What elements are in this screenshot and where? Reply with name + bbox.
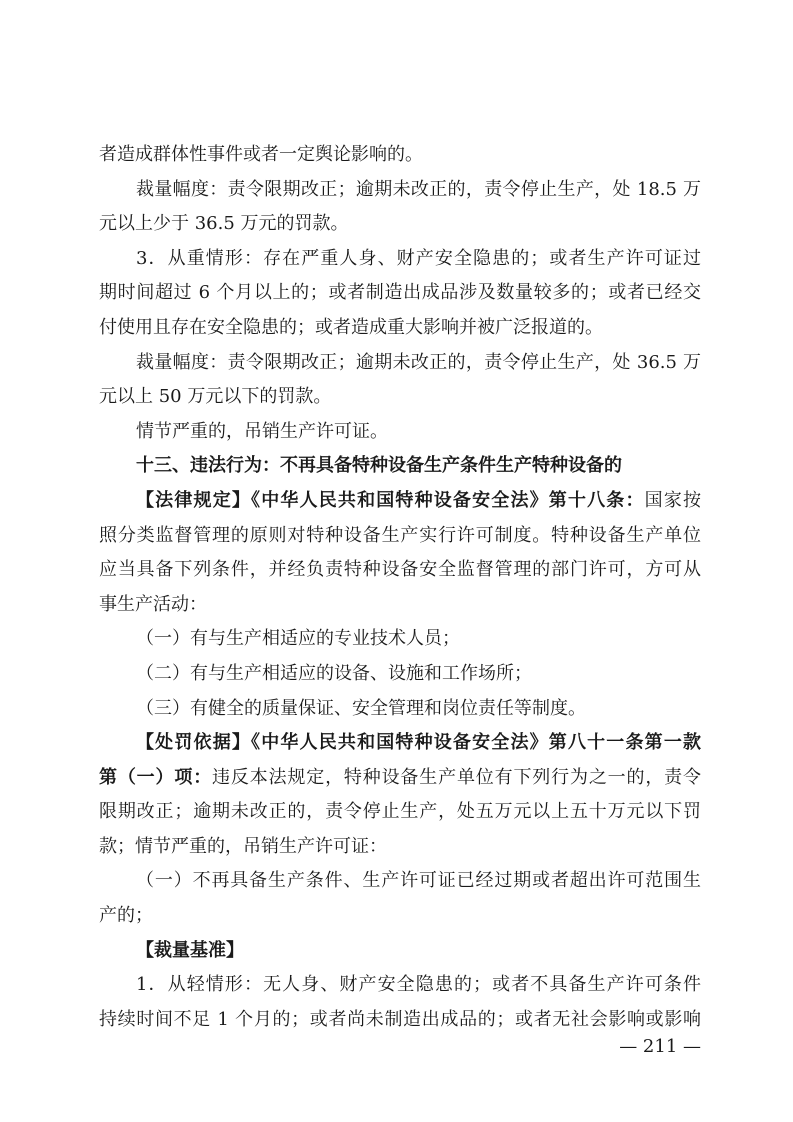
text-line: 产的； bbox=[99, 905, 153, 927]
document-body bbox=[99, 138, 701, 1037]
text-line: 限期改正；逾期未改正的，责令停止生产，处五万元以上五十万元以下罚 bbox=[99, 801, 701, 823]
text-line: 裁量幅度：责令限期改正；逾期未改正的，责令停止生产，处 18.5 万 bbox=[136, 178, 701, 200]
text-line: 持续时间不足 1 个月的；或者尚未制造出成品的；或者无社会影响或影响 bbox=[99, 1008, 701, 1030]
list-item: （一）有与生产相适应的专业技术人员； bbox=[136, 628, 460, 650]
text-line bbox=[99, 484, 701, 519]
subsection-heading: 【裁量基准】 bbox=[136, 939, 244, 961]
text-line: 元以上少于 36.5 万元的罚款。 bbox=[99, 213, 349, 235]
text-line bbox=[99, 761, 701, 796]
text-line: 事生产活动： bbox=[99, 593, 207, 615]
text-line: 者造成群体性事件或者一定舆论影响的。 bbox=[99, 144, 423, 165]
section-heading: 十三、违法行为：不再具备特种设备生产条件生产特种设备的 bbox=[136, 455, 622, 477]
text-line: 照分类监督管理的原则对特种设备生产实行许可制度。特种设备生产单位 bbox=[99, 524, 701, 546]
list-item: （三）有健全的质量保证、安全管理和岗位责任等制度。 bbox=[136, 697, 586, 719]
text-line: 1．从轻情形：无人身、财产安全隐患的；或者不具备生产许可条件 bbox=[136, 974, 701, 996]
text-line: 款；情节严重的，吊销生产许可证： bbox=[99, 835, 387, 857]
bold-label: 【法律规定】《中华人民共和国特种设备安全法》第十八条： bbox=[136, 489, 645, 511]
text-line: 应当具备下列条件，并经负责特种设备安全监督管理的部门许可，方可从 bbox=[99, 559, 701, 581]
text-line: 期时间超过 6 个月以上的；或者制造出成品涉及数量较多的；或者已经交 bbox=[99, 282, 701, 304]
text-line: 裁量幅度：责令限期改正；逾期未改正的，责令停止生产，处 36.5 万 bbox=[136, 351, 701, 373]
text-span: 违反本法规定，特种设备生产单位有下列行为之一的，责令 bbox=[212, 766, 702, 788]
bold-label: 第（一）项： bbox=[99, 766, 213, 788]
list-item: （一）不再具备生产条件、生产许可证已经过期或者超出许可范围生 bbox=[136, 870, 701, 892]
list-item: （二）有与生产相适应的设备、设施和工作场所； bbox=[136, 662, 532, 684]
text-line: 情节严重的，吊销生产许可证。 bbox=[136, 420, 388, 442]
text-line: 元以上 50 万元以下的罚款。 bbox=[99, 386, 332, 408]
page-number: — 211 — bbox=[619, 1036, 701, 1057]
text-line: 3．从重情形：存在严重人身、财产安全隐患的；或者生产许可证过 bbox=[136, 247, 701, 269]
text-span: 国家按 bbox=[644, 489, 702, 511]
bold-line: 【处罚依据】《中华人民共和国特种设备安全法》第八十一条第一款 bbox=[136, 732, 701, 754]
text-line: 付使用且存在安全隐患的；或者造成重大影响并被广泛报道的。 bbox=[99, 316, 603, 338]
